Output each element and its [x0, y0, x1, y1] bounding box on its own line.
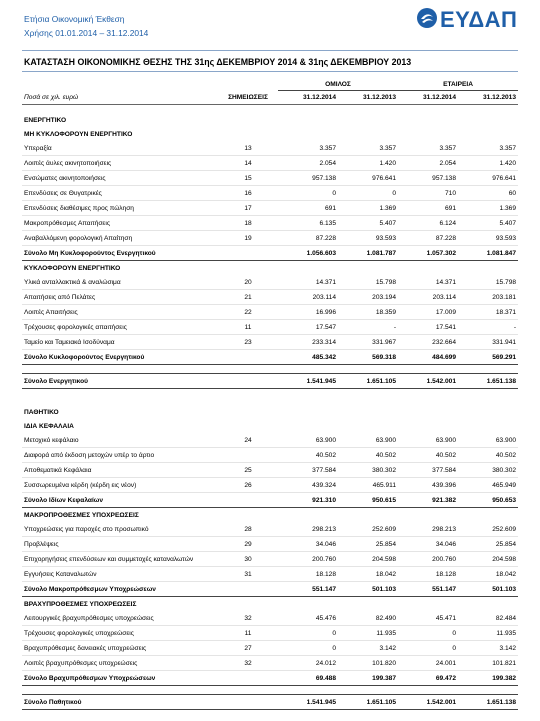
- row-label: Αποθεματικά Κεφάλαια: [22, 463, 218, 478]
- amount-cell: 16.996: [278, 305, 338, 320]
- amount-cell: 957.138: [278, 171, 338, 186]
- amount-cell: 25.854: [338, 537, 398, 552]
- amount-cell: 40.502: [278, 448, 338, 463]
- amount-cell: 921.310: [278, 493, 338, 508]
- amount-cell: 569.318: [338, 350, 398, 365]
- amount-cell: 11.935: [458, 626, 518, 641]
- amount-cell: 465.949: [458, 478, 518, 493]
- row-label: Τρέχουσες φορολογικές υποχρεώσεις: [22, 626, 218, 641]
- section-heading-row: [22, 419, 518, 433]
- table-row: [22, 156, 518, 171]
- company-logo-text: ΕΥΔΑΠ: [440, 7, 518, 32]
- table-row: [22, 290, 518, 305]
- table-row: [22, 186, 518, 201]
- amount-cell: 3.142: [458, 641, 518, 656]
- amount-cell: 203.114: [398, 290, 458, 305]
- row-label: Σύνολο Κυκλοφορούντος Ενεργητικού: [22, 350, 218, 365]
- row-note: 14: [218, 156, 278, 171]
- row-note: [218, 350, 278, 365]
- row-note: 31: [218, 567, 278, 582]
- amount-cell: 1.081.847: [458, 246, 518, 261]
- row-note: 32: [218, 656, 278, 671]
- amount-cell: 200.760: [278, 552, 338, 567]
- total-row: [22, 350, 518, 365]
- row-note: 28: [218, 522, 278, 537]
- amount-cell: 691: [398, 201, 458, 216]
- table-row: [22, 448, 518, 463]
- amount-cell: 69.472: [398, 671, 458, 686]
- table-row: [22, 463, 518, 478]
- financial-position-table: [22, 78, 518, 710]
- amount-cell: 6.124: [398, 216, 458, 231]
- row-note: 23: [218, 335, 278, 350]
- group-column-header: ΟΜΙΛΟΣ: [278, 78, 398, 91]
- amount-cell: 82.490: [338, 611, 398, 626]
- amount-cell: 87.228: [398, 231, 458, 246]
- amount-cell: 691: [278, 201, 338, 216]
- table-row: [22, 537, 518, 552]
- section-heading: ΜΑΚΡΟΠΡΟΘΕΣΜΕΣ ΥΠΟΧΡΕΩΣΕΙΣ: [24, 511, 139, 519]
- table-row: [22, 433, 518, 448]
- amount-cell: 24.001: [398, 656, 458, 671]
- amount-cell: 501.103: [458, 582, 518, 597]
- amount-cell: 34.046: [398, 537, 458, 552]
- row-label: Λοιπές βραχυπρόθεσμες υποχρεώσεις: [22, 656, 218, 671]
- amount-cell: 1.420: [338, 156, 398, 171]
- row-note: 15: [218, 171, 278, 186]
- report-title-line: Ετήσια Οικονομική Έκθεση: [24, 14, 125, 24]
- notes-column-header: ΣΗΜΕΙΩΣΕΙΣ: [218, 91, 278, 105]
- amount-cell: 18.042: [338, 567, 398, 582]
- row-label: Μακροπρόθεσμες Απαιτήσεις: [22, 216, 218, 231]
- amount-cell: 45.471: [398, 611, 458, 626]
- row-label: Επιχορηγήσεις επενδύσεων και συμμετοχές καταναλωτών: [22, 552, 218, 567]
- amount-cell: 380.302: [338, 463, 398, 478]
- amount-cell: 204.598: [458, 552, 518, 567]
- row-note: 18: [218, 216, 278, 231]
- amount-cell: 203.114: [278, 290, 338, 305]
- date-column-header: 31.12.2013: [458, 91, 518, 105]
- amount-cell: 5.407: [338, 216, 398, 231]
- total-row: [22, 246, 518, 261]
- row-note: 17: [218, 201, 278, 216]
- amount-cell: 63.900: [278, 433, 338, 448]
- section-heading-row: [22, 405, 518, 419]
- row-label: Εγγυήσεις Καταναλωτών: [22, 567, 218, 582]
- amount-cell: 63.900: [458, 433, 518, 448]
- total-row: [22, 671, 518, 686]
- amount-cell: 1.369: [338, 201, 398, 216]
- amount-cell: 1.369: [458, 201, 518, 216]
- amount-cell: 1.542.001: [398, 374, 458, 389]
- table-row: [22, 641, 518, 656]
- amount-cell: 0: [278, 626, 338, 641]
- amount-cell: 3.357: [458, 141, 518, 156]
- amount-cell: 3.357: [398, 141, 458, 156]
- section-heading: ΠΑΘΗΤΙΚΟ: [24, 408, 59, 416]
- row-label: Προβλέψεις: [22, 537, 218, 552]
- amount-cell: 63.900: [398, 433, 458, 448]
- row-note: 11: [218, 320, 278, 335]
- row-note: 30: [218, 552, 278, 567]
- amount-cell: 331.967: [338, 335, 398, 350]
- table-row: [22, 201, 518, 216]
- amount-cell: 551.147: [278, 582, 338, 597]
- row-label: Υπεραξία: [22, 141, 218, 156]
- amount-cell: 18.371: [458, 305, 518, 320]
- amount-cell: 45.476: [278, 611, 338, 626]
- row-note: 19: [218, 231, 278, 246]
- row-label: Σύνολο Μακροπρόθεσμων Υποχρεώσεων: [22, 582, 218, 597]
- row-label: Μετοχικό κεφάλαιο: [22, 433, 218, 448]
- amount-cell: 380.302: [458, 463, 518, 478]
- amount-cell: 1.651.138: [458, 695, 518, 710]
- amount-cell: 569.291: [458, 350, 518, 365]
- amount-cell: 439.324: [278, 478, 338, 493]
- amount-cell: 18.128: [278, 567, 338, 582]
- row-label: Συσσωρευμένα κέρδη (κέρδη εις νέον): [22, 478, 218, 493]
- report-header: [24, 12, 148, 40]
- row-note: 29: [218, 537, 278, 552]
- amount-cell: 93.593: [338, 231, 398, 246]
- amount-cell: 199.387: [338, 671, 398, 686]
- row-note: 11: [218, 626, 278, 641]
- amount-cell: 60: [458, 186, 518, 201]
- amount-cell: 3.357: [338, 141, 398, 156]
- table-row: [22, 567, 518, 582]
- table-row: [22, 171, 518, 186]
- row-note: 26: [218, 478, 278, 493]
- amount-cell: 2.054: [398, 156, 458, 171]
- section-heading-row: [22, 597, 518, 612]
- amount-cell: 40.502: [338, 448, 398, 463]
- spacer-row: [22, 105, 518, 114]
- row-note: 32: [218, 611, 278, 626]
- amount-cell: 1.651.138: [458, 374, 518, 389]
- amount-cell: 199.382: [458, 671, 518, 686]
- amount-cell: 101.821: [458, 656, 518, 671]
- amount-cell: 40.502: [458, 448, 518, 463]
- amount-cell: 1.541.945: [278, 695, 338, 710]
- row-note: 27: [218, 641, 278, 656]
- table-row: [22, 478, 518, 493]
- table-row: [22, 522, 518, 537]
- section-heading: ΚΥΚΛΟΦΟΡΟΥΝ ΕΝΕΡΓΗΤΙΚΟ: [24, 264, 121, 272]
- row-label: Σύνολο Ιδίων Κεφαλαίων: [22, 493, 218, 508]
- amount-cell: 1.541.945: [278, 374, 338, 389]
- row-note: [218, 448, 278, 463]
- amount-cell: 1.420: [458, 156, 518, 171]
- amount-cell: 15.798: [338, 275, 398, 290]
- amount-cell: 485.342: [278, 350, 338, 365]
- amount-cell: 63.900: [338, 433, 398, 448]
- amount-cell: 101.820: [338, 656, 398, 671]
- amount-cell: 204.598: [338, 552, 398, 567]
- amount-cell: 14.371: [278, 275, 338, 290]
- table-row: [22, 216, 518, 231]
- section-heading-row: [22, 113, 518, 127]
- amount-cell: 25.854: [458, 537, 518, 552]
- date-column-header: 31.12.2014: [398, 91, 458, 105]
- spacer-row: [22, 686, 518, 695]
- amount-cell: 377.584: [398, 463, 458, 478]
- table-row: [22, 231, 518, 246]
- amount-cell: 14.371: [398, 275, 458, 290]
- amount-cell: 11.935: [338, 626, 398, 641]
- amount-cell: 298.213: [398, 522, 458, 537]
- amount-cell: 24.012: [278, 656, 338, 671]
- amount-cell: 957.138: [398, 171, 458, 186]
- table-row: [22, 275, 518, 290]
- row-label: Ενσώματες ακινητοποιήσεις: [22, 171, 218, 186]
- row-label: Απαιτήσεις από Πελάτες: [22, 290, 218, 305]
- section-heading: ΙΔΙΑ ΚΕΦΑΛΑΙΑ: [24, 422, 74, 430]
- row-note: 24: [218, 433, 278, 448]
- row-note: 22: [218, 305, 278, 320]
- spacer-row: [22, 397, 518, 405]
- amount-cell: 18.042: [458, 567, 518, 582]
- amount-cell: 1.651.105: [338, 695, 398, 710]
- amount-cell: 331.941: [458, 335, 518, 350]
- row-label: Λειτουργικές βραχυπρόθεσμες υποχρεώσεις: [22, 611, 218, 626]
- amount-cell: 233.314: [278, 335, 338, 350]
- amount-cell: 0: [278, 641, 338, 656]
- row-label: Σύνολο Ενεργητικού: [22, 374, 218, 389]
- total-row: [22, 493, 518, 508]
- amount-cell: 17.541: [398, 320, 458, 335]
- amount-cell: 976.641: [338, 171, 398, 186]
- table-body: [22, 105, 518, 710]
- section-heading-row: [22, 261, 518, 276]
- section-heading-row: [22, 127, 518, 141]
- table-row: [22, 656, 518, 671]
- amount-cell: -: [458, 320, 518, 335]
- amount-cell: 15.798: [458, 275, 518, 290]
- table-row: [22, 611, 518, 626]
- amount-cell: 0: [338, 186, 398, 201]
- amount-cell: 377.584: [278, 463, 338, 478]
- row-note: [218, 493, 278, 508]
- row-label: Υποχρεώσεις για παροχές στο προσωπικό: [22, 522, 218, 537]
- amount-cell: 298.213: [278, 522, 338, 537]
- amount-cell: 950.615: [338, 493, 398, 508]
- amount-cell: 0: [398, 626, 458, 641]
- row-label: Λοιπές άυλες ακινητοποιήσεις: [22, 156, 218, 171]
- total-row: [22, 374, 518, 389]
- row-note: 20: [218, 275, 278, 290]
- statement-title: ΚΑΤΑΣΤΑΣΗ ΟΙΚΟΝΟΜΙΚΗΣ ΘΕΣΗΣ ΤΗΣ 31ης ΔΕΚΕΜΒΡΙΟΥ 2014 & 31ης ΔΕΚΕΜΒΡΙΟΥ 2013: [22, 50, 518, 72]
- amount-cell: 3.357: [278, 141, 338, 156]
- row-label: Ταμείο και Ταμειακά Ισοδύναμα: [22, 335, 218, 350]
- amount-cell: 17.547: [278, 320, 338, 335]
- amount-cell: 252.609: [458, 522, 518, 537]
- amount-cell: 1.651.105: [338, 374, 398, 389]
- amount-cell: 1.542.001: [398, 695, 458, 710]
- row-label: Επενδύσεις διαθέσιμες προς πώληση: [22, 201, 218, 216]
- row-label: Σύνολο Βραχυπρόθεσμων Υποχρεώσεων: [22, 671, 218, 686]
- table-row: [22, 552, 518, 567]
- row-note: 16: [218, 186, 278, 201]
- row-note: 13: [218, 141, 278, 156]
- amount-cell: 465.911: [338, 478, 398, 493]
- amount-cell: 0: [278, 186, 338, 201]
- amount-cell: 93.593: [458, 231, 518, 246]
- amount-cell: 18.359: [338, 305, 398, 320]
- row-note: [218, 374, 278, 389]
- row-label: Διαφορά από έκδοση μετοχών υπέρ το άρτιο: [22, 448, 218, 463]
- table-row: [22, 305, 518, 320]
- table-row: [22, 141, 518, 156]
- row-label: Επενδύσεις σε Θυγατρικές: [22, 186, 218, 201]
- table-row: [22, 320, 518, 335]
- total-row: [22, 695, 518, 710]
- amount-cell: 232.664: [398, 335, 458, 350]
- row-note: [218, 695, 278, 710]
- amount-cell: 6.135: [278, 216, 338, 231]
- amount-cell: 203.181: [458, 290, 518, 305]
- amount-cell: 3.142: [338, 641, 398, 656]
- amount-cell: 1.056.603: [278, 246, 338, 261]
- amount-cell: 1.057.302: [398, 246, 458, 261]
- date-column-header: 31.12.2014: [278, 91, 338, 105]
- amount-cell: 87.228: [278, 231, 338, 246]
- section-heading: ΕΝΕΡΓΗΤΙΚΟ: [24, 116, 67, 124]
- amounts-unit-label: Ποσά σε χιλ. ευρώ: [22, 91, 218, 105]
- date-column-header: 31.12.2013: [338, 91, 398, 105]
- row-label: Αναβαλλόμενη φορολογική Απαίτηση: [22, 231, 218, 246]
- amount-cell: 34.046: [278, 537, 338, 552]
- table-row: [22, 335, 518, 350]
- row-note: 21: [218, 290, 278, 305]
- row-note: [218, 671, 278, 686]
- amount-cell: 1.081.787: [338, 246, 398, 261]
- eydap-logo-icon: [416, 7, 438, 29]
- amount-cell: 0: [398, 641, 458, 656]
- amount-cell: -: [338, 320, 398, 335]
- spacer-row: [22, 365, 518, 374]
- amount-cell: 252.609: [338, 522, 398, 537]
- amount-cell: 18.128: [398, 567, 458, 582]
- row-label: Υλικά ανταλλακτικά & αναλώσιμα: [22, 275, 218, 290]
- table-column-header: [22, 91, 518, 105]
- amount-cell: 203.194: [338, 290, 398, 305]
- table-row: [22, 626, 518, 641]
- amount-cell: 976.641: [458, 171, 518, 186]
- row-label: Τρέχουσες φορολογικές απαιτήσεις: [22, 320, 218, 335]
- amount-cell: 5.407: [458, 216, 518, 231]
- section-heading-row: [22, 508, 518, 523]
- row-label: Σύνολο Παθητικού: [22, 695, 218, 710]
- spacer-row: [22, 389, 518, 398]
- row-note: [218, 246, 278, 261]
- row-label: Σύνολο Μη Κυκλοφορούντος Ενεργητικού: [22, 246, 218, 261]
- company-column-header: ΕΤΑΙΡΕΙΑ: [398, 78, 518, 91]
- row-note: [218, 582, 278, 597]
- amount-cell: 200.760: [398, 552, 458, 567]
- section-heading: ΒΡΑΧΥΠΡΟΘΕΣΜΕΣ ΥΠΟΧΡΕΩΣΕΙΣ: [24, 600, 137, 608]
- amount-cell: 551.147: [398, 582, 458, 597]
- amount-cell: 921.382: [398, 493, 458, 508]
- table-group-header: [22, 78, 518, 91]
- amount-cell: 69.488: [278, 671, 338, 686]
- row-label: Λοιπές Απαιτήσεις: [22, 305, 218, 320]
- report-period-line: Χρήσης 01.01.2014 – 31.12.2014: [24, 28, 149, 38]
- amount-cell: 2.054: [278, 156, 338, 171]
- amount-cell: 17.009: [398, 305, 458, 320]
- amount-cell: 439.396: [398, 478, 458, 493]
- amount-cell: 40.502: [398, 448, 458, 463]
- amount-cell: 82.484: [458, 611, 518, 626]
- row-note: 25: [218, 463, 278, 478]
- total-row: [22, 582, 518, 597]
- amount-cell: 501.103: [338, 582, 398, 597]
- amount-cell: 950.653: [458, 493, 518, 508]
- section-heading: ΜΗ ΚΥΚΛΟΦΟΡΟΥΝ ΕΝΕΡΓΗΤΙΚΟ: [24, 130, 133, 138]
- amount-cell: 710: [398, 186, 458, 201]
- amount-cell: 484.699: [398, 350, 458, 365]
- row-label: Βραχυπρόθεσμες δανειακές υποχρεώσεις: [22, 641, 218, 656]
